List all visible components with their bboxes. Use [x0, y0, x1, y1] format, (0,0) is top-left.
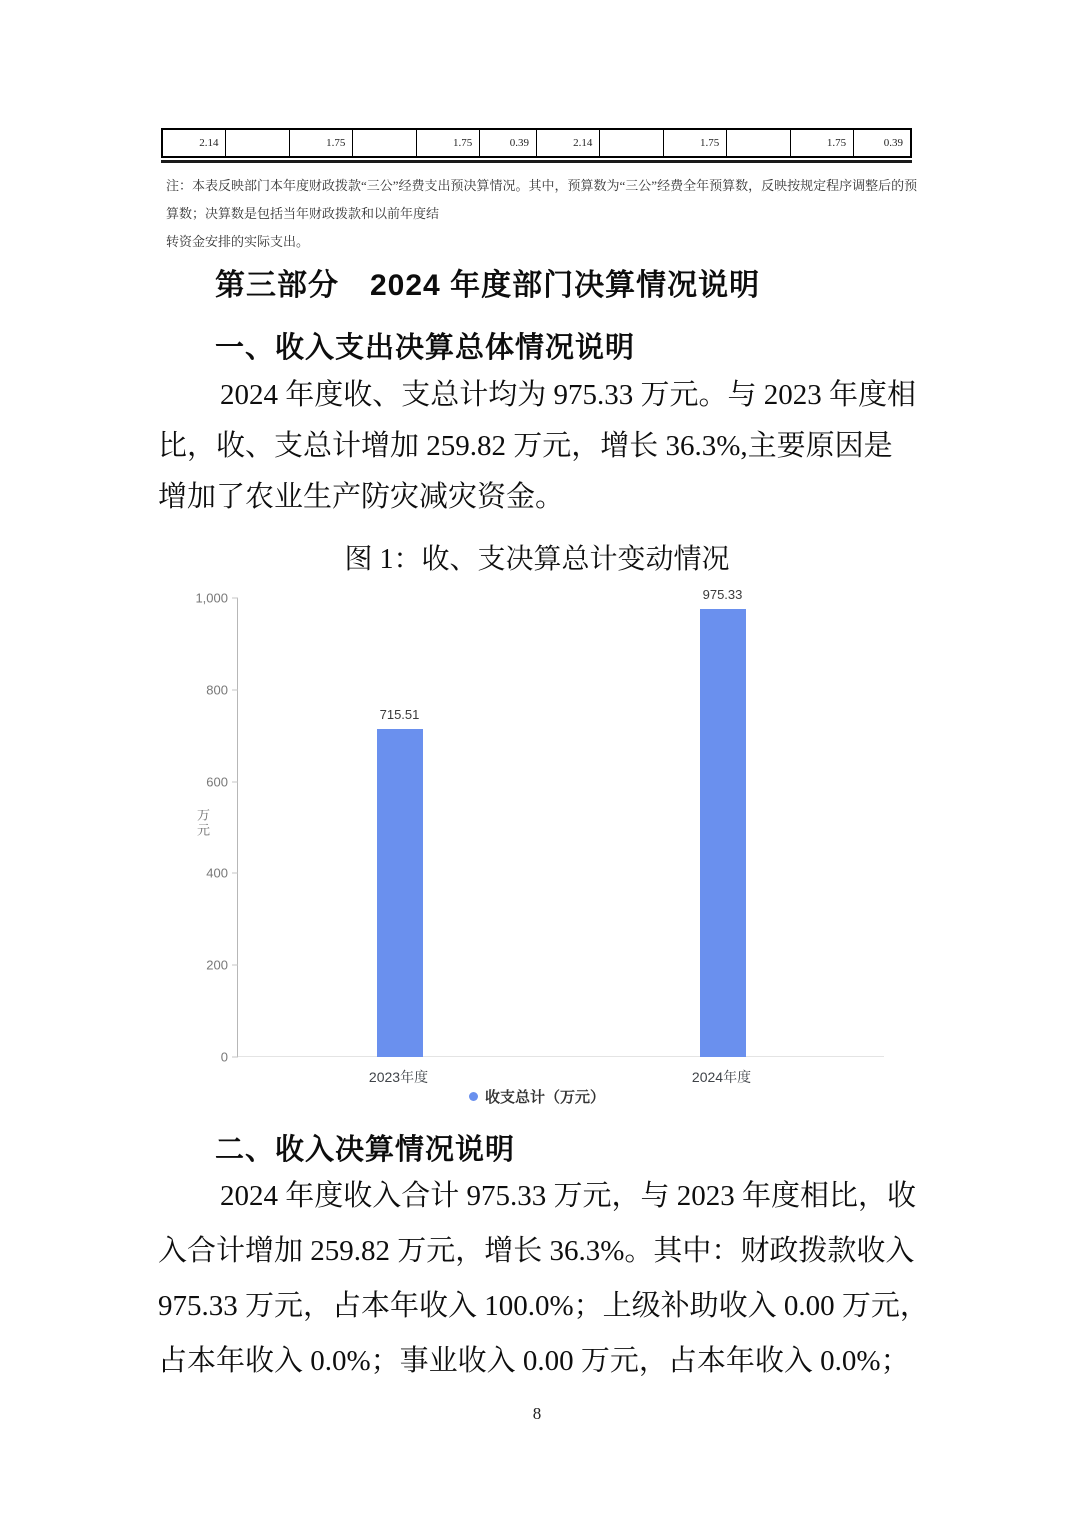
table-cell — [352, 130, 415, 156]
bar-value-label: 715.51 — [379, 706, 420, 722]
y-tick-label: 800 — [206, 682, 228, 698]
y-tick-label: 0 — [220, 1049, 228, 1065]
note-line: 转资金安排的实际支出。 — [166, 234, 310, 249]
part-title: 第三部分 2024 年度部门决算情况说明 — [215, 269, 761, 302]
y-axis-title: 万元 — [195, 808, 210, 838]
paragraph-line: 975.33 万元，占本年收入 100.0%；上级补助收入 0.00 万元， — [158, 1290, 929, 1322]
paragraph-line: 入合计增加 259.82 万元，增长 36.3%。其中：财政拨款收入 — [158, 1235, 915, 1267]
y-tick-mark — [232, 598, 238, 599]
y-tick-label: 200 — [206, 957, 228, 973]
y-tick-label: 400 — [206, 865, 228, 881]
legend-dot-icon — [469, 1092, 478, 1101]
paragraph-line: 2024 年度收入合计 975.33 万元，与 2023 年度相比，收 — [220, 1180, 917, 1212]
table-bottom-border — [161, 160, 912, 163]
table-cell: 0.39 — [853, 130, 910, 156]
y-tick-label: 1,000 — [195, 590, 228, 606]
section-1-title: 一、收入支出决算总体情况说明 — [215, 332, 636, 364]
y-axis-labels — [160, 590, 228, 1065]
paragraph-line: 增加了农业生产防灾减灾资金。 — [158, 481, 565, 513]
bar-value-label: 975.33 — [702, 587, 743, 603]
paragraph-line: 比，收、支总计增加 259.82 万元，增长 36.3%,主要原因是 — [158, 430, 893, 462]
legend-label: 收支总计（万元） — [484, 1089, 605, 1106]
table-cell: 1.75 — [790, 130, 853, 156]
table-cell: 1.75 — [289, 130, 352, 156]
figure-1-bar-chart — [160, 587, 914, 1112]
paragraph-line: 占本年收入 0.0%；事业收入 0.00 万元，占本年收入 0.0%； — [158, 1345, 910, 1377]
y-tick-label: 600 — [206, 774, 228, 790]
bar-2024年度 — [700, 609, 746, 1057]
table-cell — [726, 130, 789, 156]
paragraph-1 — [158, 370, 920, 523]
y-tick-mark — [232, 781, 238, 782]
three-public-funds-table-fragment — [161, 128, 912, 163]
table-cell: 1.75 — [416, 130, 479, 156]
paragraph-2 — [158, 1169, 929, 1389]
table-note — [166, 172, 922, 256]
note-line: 注：本表反映部门本年度财政拨款“三公”经费支出预决算情况。其中，预算数为“三公”经费全年预算数，反映按规定程序调整后的预算数；决算数是包括当年财政拨款和以前年度结 — [166, 178, 918, 221]
x-axis-baseline — [238, 1056, 884, 1057]
y-tick-mark — [232, 873, 238, 874]
chart-plot — [237, 587, 884, 1057]
table-cell: 2.14 — [536, 130, 599, 156]
table-cell — [599, 130, 662, 156]
table-cell: 2.14 — [199, 137, 219, 149]
y-tick-mark — [232, 689, 238, 690]
table-cell — [225, 130, 288, 156]
section-2-title: 二、收入决算情况说明 — [215, 1134, 516, 1166]
x-tick-label: 2024年度 — [691, 1069, 752, 1085]
y-tick-mark — [232, 1057, 238, 1058]
chart-legend — [160, 1086, 914, 1107]
table-cell: 1.75 — [663, 130, 726, 156]
figure-1-title: 图 1：收、支决算总计变动情况 — [344, 544, 730, 575]
x-axis-labels — [237, 1067, 883, 1087]
table-row — [161, 128, 912, 158]
x-tick-label: 2023年度 — [368, 1069, 429, 1085]
paragraph-line: 2024 年度收、支总计均为 975.33 万元。与 2023 年度相 — [220, 379, 917, 411]
bar-2023年度 — [377, 729, 423, 1057]
page-number: 8 — [532, 1404, 542, 1423]
table-cell: 0.39 — [479, 130, 536, 156]
y-tick-mark — [232, 965, 238, 966]
